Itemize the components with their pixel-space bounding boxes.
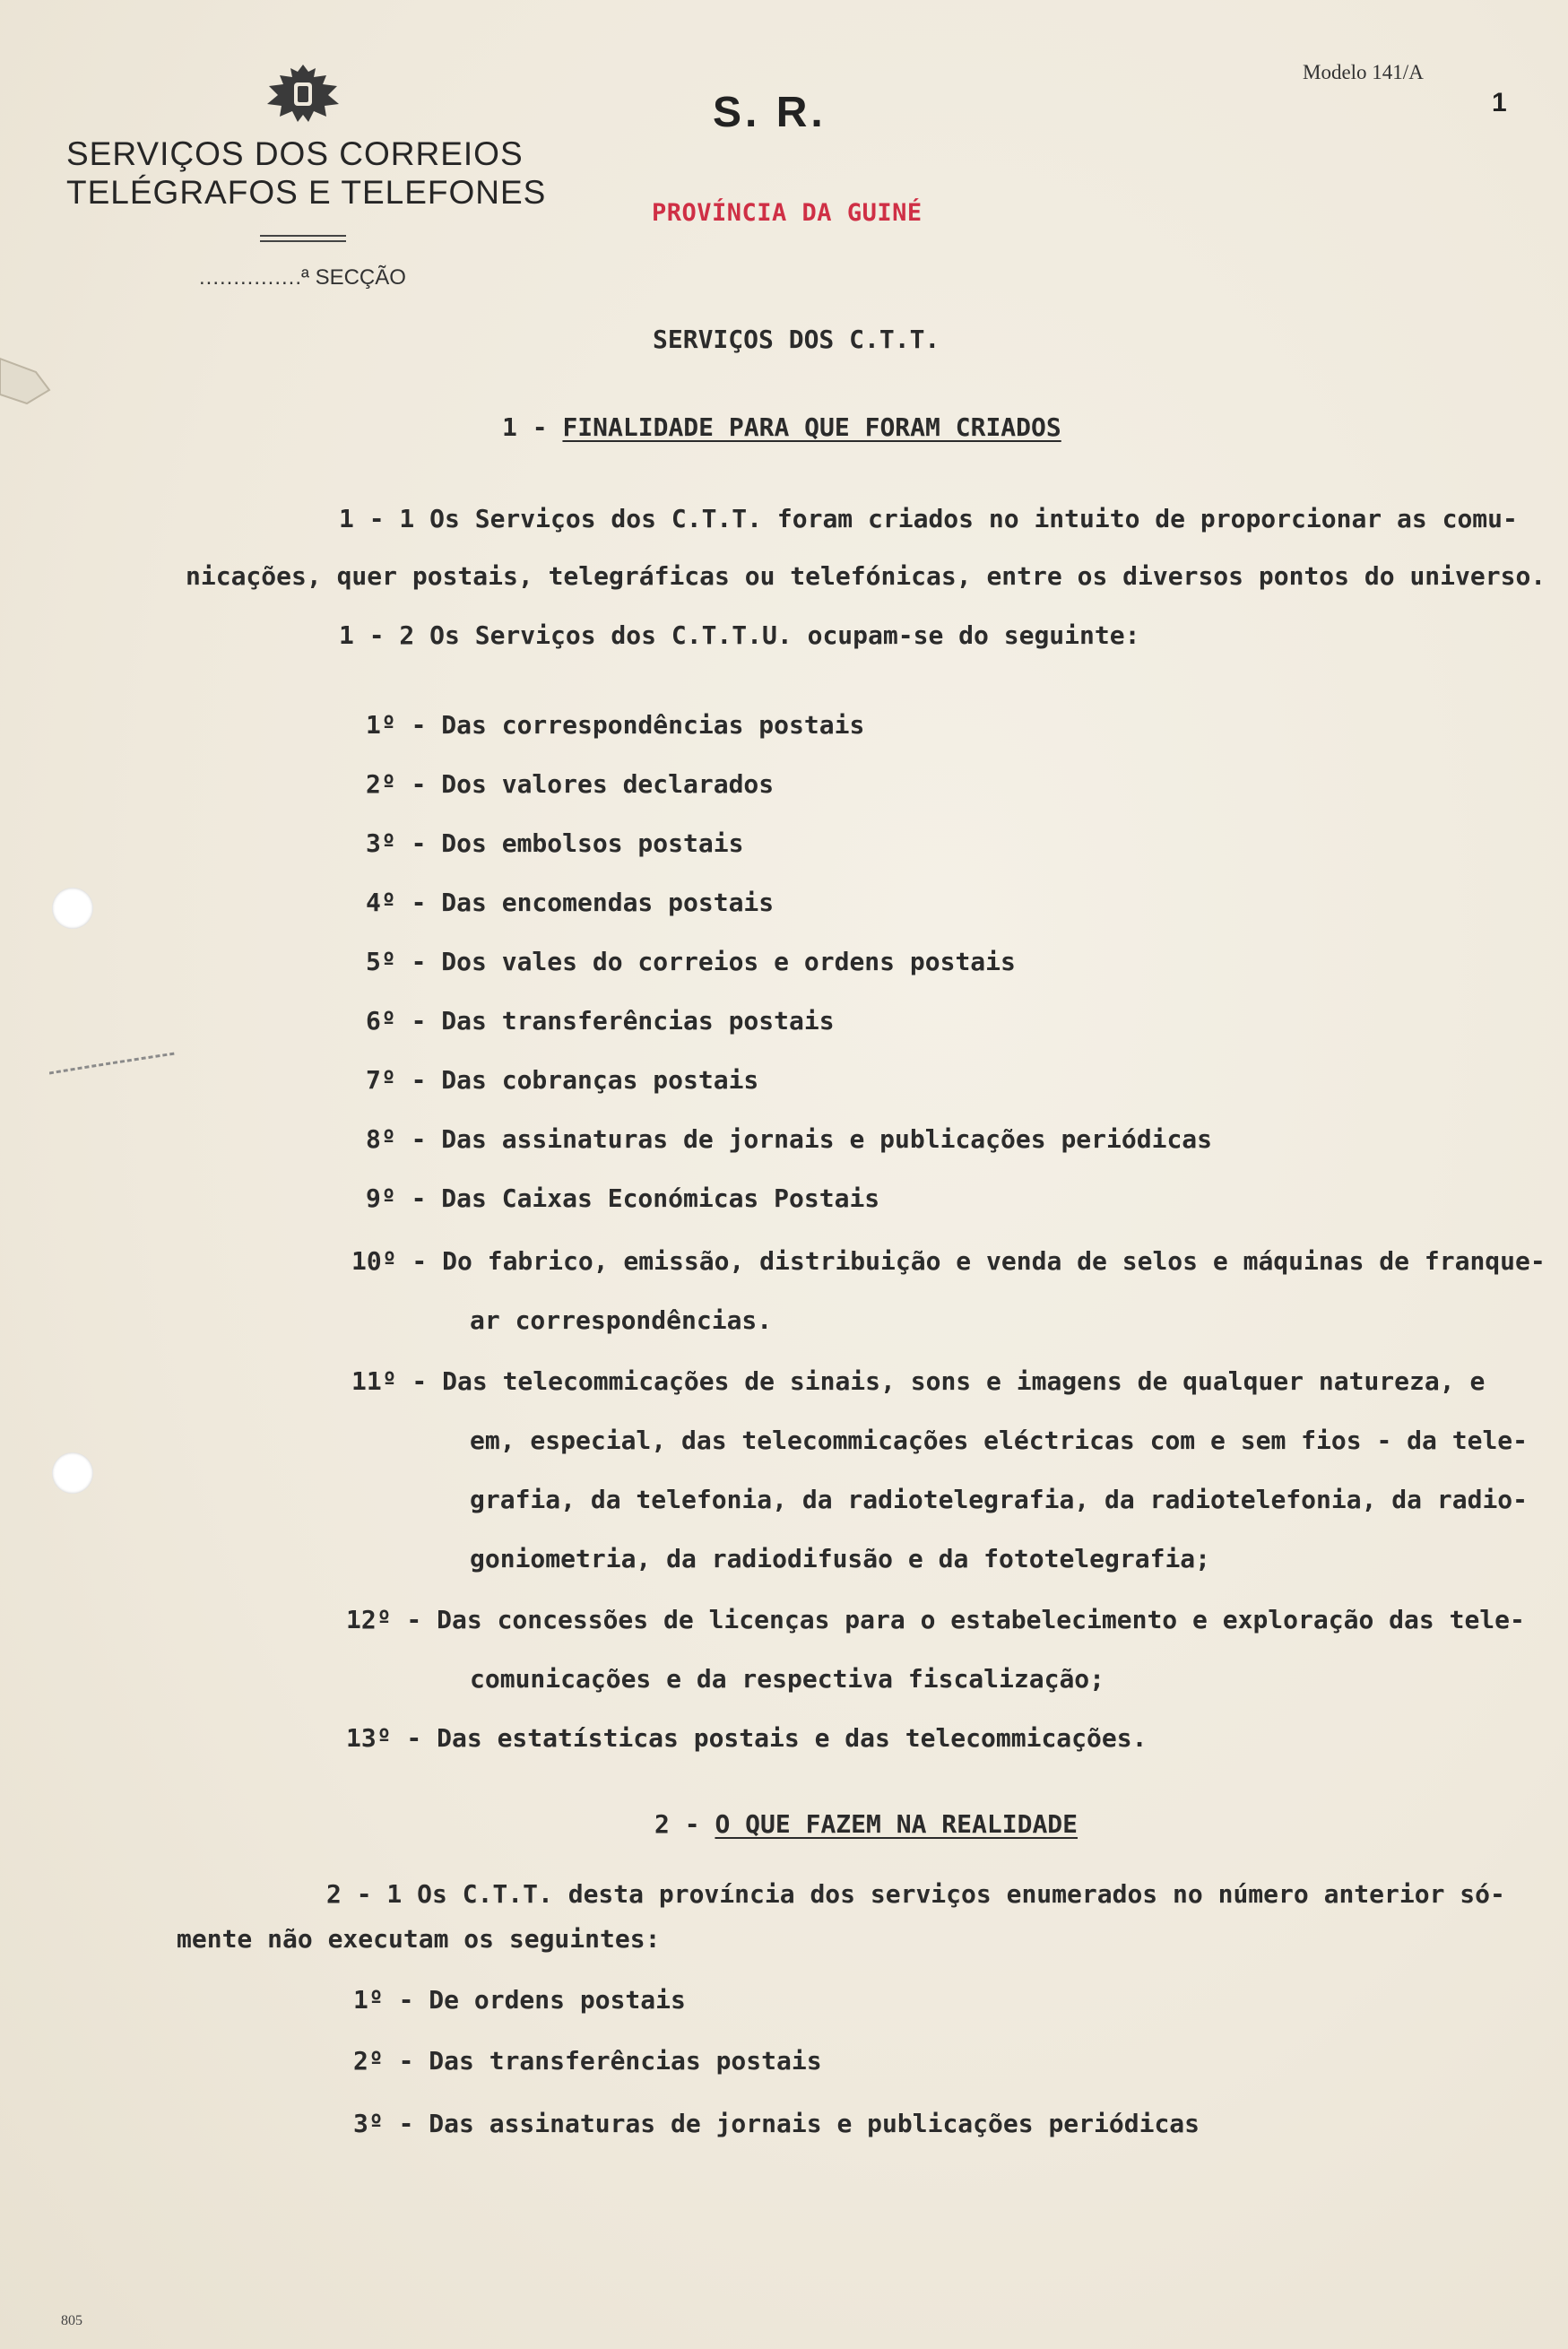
paragraph-1-2: 1 - 2 Os Serviços dos C.T.T.U. ocupam-se do seguinte:: [339, 620, 1140, 650]
section-2-heading: [654, 1809, 1078, 1839]
list-item-continuation: comunicações e da respectiva fiscalização;: [470, 1664, 1105, 1694]
paragraph-2-1-line: 2 - 1 Os C.T.T. desta província dos serviços enumerados no número anterior só-: [326, 1879, 1505, 1909]
org-line-1: SERVIÇOS DOS CORREIOS: [66, 135, 524, 172]
list-item-continuation: ar correspondências.: [470, 1305, 773, 1335]
list-item: 5º - Dos vales do correios e ordens postais: [366, 947, 1016, 976]
section-field: [199, 265, 406, 290]
form-print-number: 805: [61, 2313, 82, 2328]
section-2-title: O QUE FAZEM NA REALIDADE: [715, 1809, 1079, 1839]
list-item: 3º - Das assinaturas de jornais e publicações periódicas: [353, 2109, 1200, 2138]
list-item: 6º - Das transferências postais: [366, 1006, 835, 1036]
list-item: 2º - Das transferências postais: [353, 2046, 822, 2076]
list-item: 9º - Das Caixas Económicas Postais: [366, 1183, 880, 1213]
list-item-continuation: goniometria, da radiodifusão e da fototelegrafia;: [470, 1544, 1211, 1573]
paragraph-2-1-line: mente não executam os seguintes:: [177, 1924, 661, 1954]
paragraph-1-1-line: 1 - 1 Os Serviços dos C.T.T. foram criados no intuito de proporcionar as comu-: [339, 504, 1518, 533]
org-line-2: TELÉGRAFOS E TELEFONES: [66, 174, 547, 211]
list-item: 11º - Das telecommicações de sinais, sons e imagens de qualquer natureza, e: [351, 1366, 1486, 1396]
section-1-heading: [502, 412, 1061, 442]
list-item: 12º - Das concessões de licenças para o estabelecimento e exploração das tele-: [346, 1605, 1525, 1634]
coat-of-arms-icon: [260, 63, 346, 127]
model-number: Modelo 141/A: [1303, 61, 1424, 83]
paragraph-1-1-line: nicações, quer postais, telegráficas ou telefónicas, entre os diversos pontos do universo.: [186, 561, 1546, 591]
province-stamp: PROVÍNCIA DA GUINÉ: [652, 199, 923, 227]
organization-name: [66, 134, 550, 212]
list-item: 3º - Dos embolsos postais: [366, 828, 744, 858]
section-blank: ..............: [199, 265, 296, 290]
section-2-number: 2 -: [654, 1809, 715, 1839]
list-item: 4º - Das encomendas postais: [366, 888, 775, 917]
document-heading: SERVIÇOS DOS C.T.T.: [653, 325, 940, 354]
paper-tear-mark: [0, 350, 63, 412]
section-label: .ª SECÇÃO: [295, 265, 406, 290]
list-item: 2º - Dos valores declarados: [366, 769, 775, 799]
list-item: 10º - Do fabrico, emissão, distribuição e venda de selos e máquinas de franque-: [351, 1246, 1546, 1276]
list-item-continuation: em, especial, das telecommicações eléctricas com e sem fios - da tele-: [470, 1426, 1529, 1455]
header-rule: [260, 235, 346, 237]
pencil-stroke-mark: [49, 1044, 184, 1080]
header-rule: [260, 240, 346, 242]
punch-hole: [52, 888, 93, 929]
section-1-title: FINALIDADE PARA QUE FORAM CRIADOS: [562, 412, 1061, 442]
list-item: 13º - Das estatísticas postais e das telecommicações.: [346, 1723, 1148, 1753]
list-item: 8º - Das assinaturas de jornais e publicações periódicas: [366, 1124, 1213, 1154]
punch-hole: [52, 1452, 93, 1494]
list-item: 1º - Das correspondências postais: [366, 710, 865, 740]
section-1-number: 1 -: [502, 412, 563, 442]
list-item-continuation: grafia, da telefonia, da radiotelegrafia, da radiotelefonia, da radio-: [470, 1485, 1529, 1514]
list-item: 1º - De ordens postais: [353, 1985, 686, 2015]
page-number: 1: [1492, 88, 1507, 117]
list-item: 7º - Das cobranças postais: [366, 1065, 759, 1095]
sr-mark: S. R.: [713, 89, 827, 136]
